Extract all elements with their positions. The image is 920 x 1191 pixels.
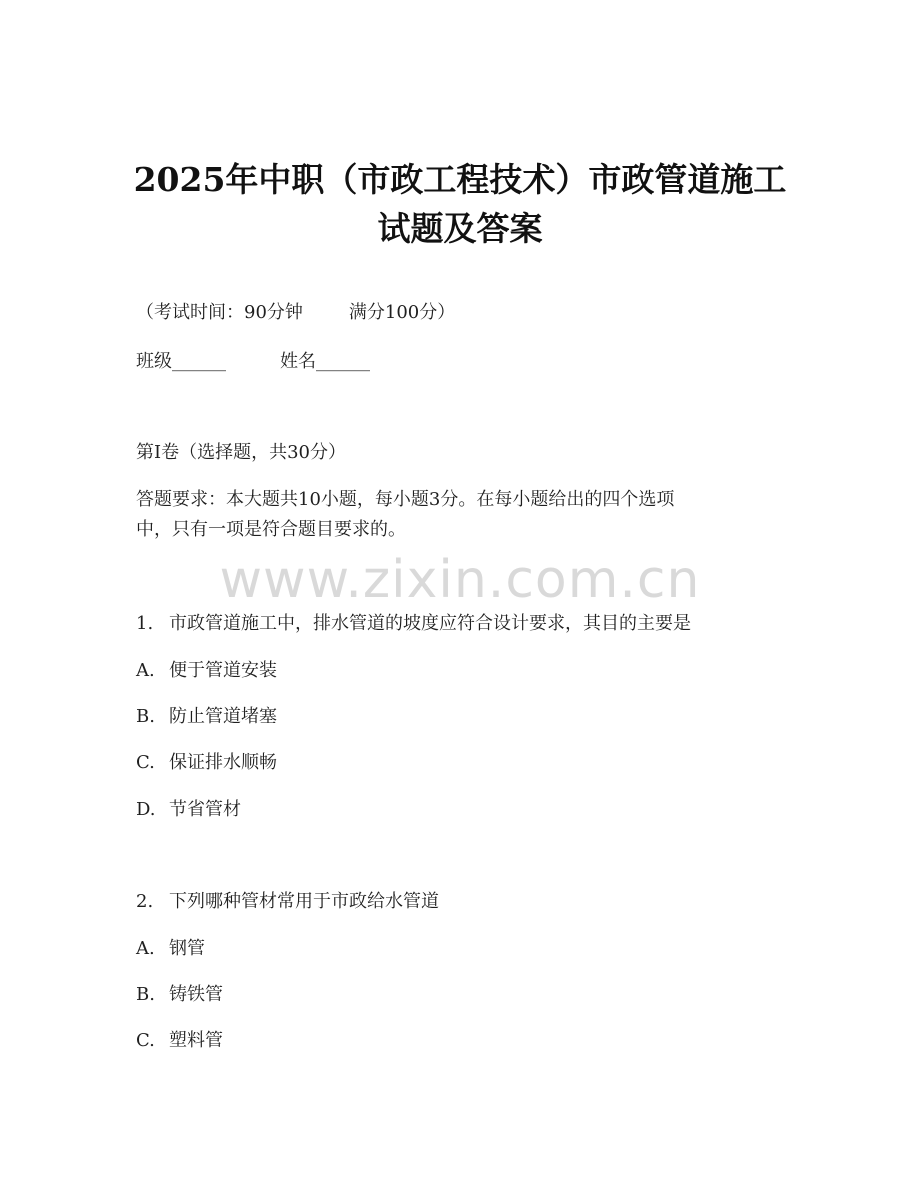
option-text: 钢管: [169, 938, 205, 959]
option-text: 节省管材: [169, 799, 241, 820]
question-1-option-b: [136, 703, 277, 731]
question-1-option-c: [136, 749, 277, 777]
watermark: www.zixin.com.cn: [219, 550, 701, 610]
option-letter: B.: [136, 984, 155, 1005]
exam-time: （考试时间：90分钟: [136, 302, 303, 323]
class-field: 班级______: [136, 351, 226, 372]
option-letter: B.: [136, 706, 155, 727]
section-heading: 第I卷（选择题，共30分）: [136, 442, 347, 463]
document-title-line-2: 试题及答案: [377, 209, 543, 248]
option-text: 铸铁管: [169, 984, 223, 1005]
question-1-option-d: [136, 796, 241, 824]
option-text: 保证排水顺畅: [169, 752, 277, 773]
option-letter: C.: [136, 1030, 155, 1051]
option-letter: A.: [136, 660, 155, 681]
question-2: [136, 888, 439, 916]
question-number: 2.: [136, 891, 154, 912]
section-instructions-line-1: 答题要求：本大题共10小题，每小题3分。在每小题给出的四个选项: [136, 489, 675, 510]
student-info: [136, 348, 370, 376]
option-text: 防止管道堵塞: [169, 706, 277, 727]
question-number: 1.: [136, 613, 154, 634]
name-field: 姓名______: [280, 351, 370, 372]
question-text: 市政管道施工中，排水管道的坡度应符合设计要求，其目的主要是: [169, 613, 691, 634]
option-letter: A.: [136, 938, 155, 959]
option-text: 便于管道安装: [169, 660, 277, 681]
question-1-option-a: [136, 657, 277, 685]
question-1: [136, 610, 691, 638]
question-text: 下列哪种管材常用于市政给水管道: [169, 891, 439, 912]
question-2-option-c: [136, 1027, 223, 1055]
section-instructions-line-2: 中，只有一项是符合题目要求的。: [136, 519, 406, 540]
option-text: 塑料管: [169, 1030, 223, 1051]
question-2-option-b: [136, 981, 223, 1009]
exam-info: [136, 299, 455, 327]
exam-score: 满分100分）: [348, 302, 456, 323]
option-letter: D.: [136, 799, 156, 820]
document-title-line-1: 2025年中职（市政工程技术）市政管道施工: [133, 160, 787, 199]
question-2-option-a: [136, 935, 205, 963]
option-letter: C.: [136, 752, 155, 773]
